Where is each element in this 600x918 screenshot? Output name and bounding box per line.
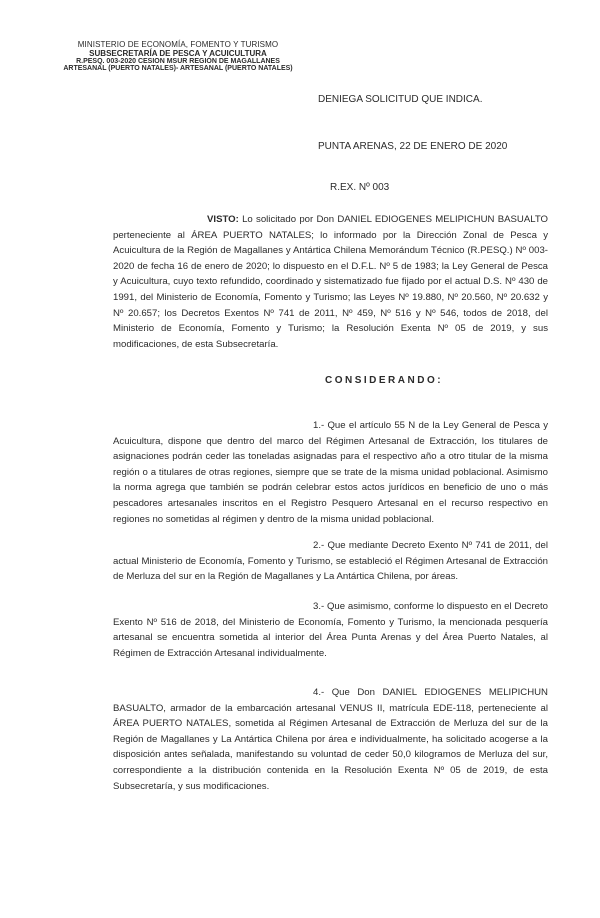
considerando-4: 4.- Que Don DANIEL EDIOGENES MELIPICHUN BASUALTO, armador de la embarcación artesanal VENUS II, matrícula EDE-118, perteneciente al ÁREA PUERTO NATALES, sometida al Régimen Artesanal de Extracción de Merluza del sur de la Región de Magallanes y La Antártica Chilena por área e individualmente, ha solicitado acogerse a la disposición antes señalada, manifestando su voluntad de ceder 50,0 kilogramos de Merluza del sur, correspondiente a la distribución contenida en la Resolución Exenta Nº 05 de 2019, de esta Subsecretaría, y sus modificaciones. [113, 687, 548, 792]
visto-paragraph [113, 212, 548, 352]
file-reference-areas: ARTESANAL (PUERTO NATALES)- ARTESANAL (PUERTO NATALES) [63, 65, 293, 72]
subsecretaria-name: SUBSECRETARÍA DE PESCA Y ACUICULTURA [89, 49, 267, 58]
file-reference: R.PESQ. 003-2020 CESION MSUR REGIÓN DE MAGALLANES [76, 58, 280, 65]
place-and-date: PUNTA ARENAS, 22 DE ENERO DE 2020 [318, 141, 508, 152]
considerando-1: 1.- Que el artículo 55 N de la Ley General de Pesca y Acuicultura, dispone que dentro del marco del Régimen Artesanal de Extracción, los titulares de asignaciones podrán ceder las toneladas asignadas para el respectivo año a otro titular de la misma región o a titulares de otras regiones, siempre que se trate de la misma unidad poblacional. Asimismo la norma agrega que también se podrán celebrar estos actos jurídicos en beneficio de uno o más pescadores artesanales inscritos en el Registro Pesquero Artesanal en el recurso respectivo en regiones no sometidas al régimen y dentro de la misma unidad poblacional. [113, 420, 548, 525]
visto-label: VISTO: [207, 214, 239, 225]
letterhead [58, 40, 298, 72]
resolution-subject: DENIEGA SOLICITUD QUE INDICA. [318, 94, 483, 105]
considerando-3: 3.- Que asimismo, conforme lo dispuesto en el Decreto Exento Nº 516 de 2018, del Ministerio de Economía, Fomento y Turismo, la mencionada pesquería artesanal se encuentra sometida al interior del Área Punta Arenas y del Área Puerto Natales, al Régimen de Extracción Artesanal individualmente. [113, 601, 548, 659]
ministry-name: MINISTERIO DE ECONOMÍA, FOMENTO Y TURISMO [77, 40, 279, 49]
resolution-number: R.EX. Nº 003 [330, 182, 390, 193]
considerando-2: 2.- Que mediante Decreto Exento Nº 741 de 2011, del actual Ministerio de Economía, Fomento y Turismo, se estableció el Régimen Artesanal de Extracción de Merluza del sur en la Región de Magallanes y La Antártica Chilena, por áreas. [113, 540, 548, 583]
visto-text: Lo solicitado por Don DANIEL EDIOGENES MELIPICHUN BASUALTO perteneciente al ÁREA PUERTO NATALES; lo informado por la Dirección Zonal de Pesca y Acuicultura de la Región de Magallanes y Antártica Chilena Memorándum Técnico (R.PESQ.) Nº 003-2020 de fecha 16 de enero de 2020; lo dispuesto en el D.F.L. Nº 5 de 1983; la Ley General de Pesca y Acuicultura, cuyo texto refundido, coordinado y sistematizado fue fijado por el actual D.S. Nº 430 de 1991, del Ministerio de Economía, Fomento y Turismo; las Leyes Nº 19.880, Nº 20.560, Nº 20.632 y Nº 20.657; los Decretos Exentos Nº 741 de 2011, Nº 459, Nº 516 y Nº 546, todos de 2018, del Ministerio de Economía, Fomento y Turismo; la Resolución Exenta Nº 05 de 2019, y sus modificaciones, de esta Subsecretaría. [113, 214, 548, 350]
considerando-heading: CONSIDERANDO: [325, 375, 444, 386]
